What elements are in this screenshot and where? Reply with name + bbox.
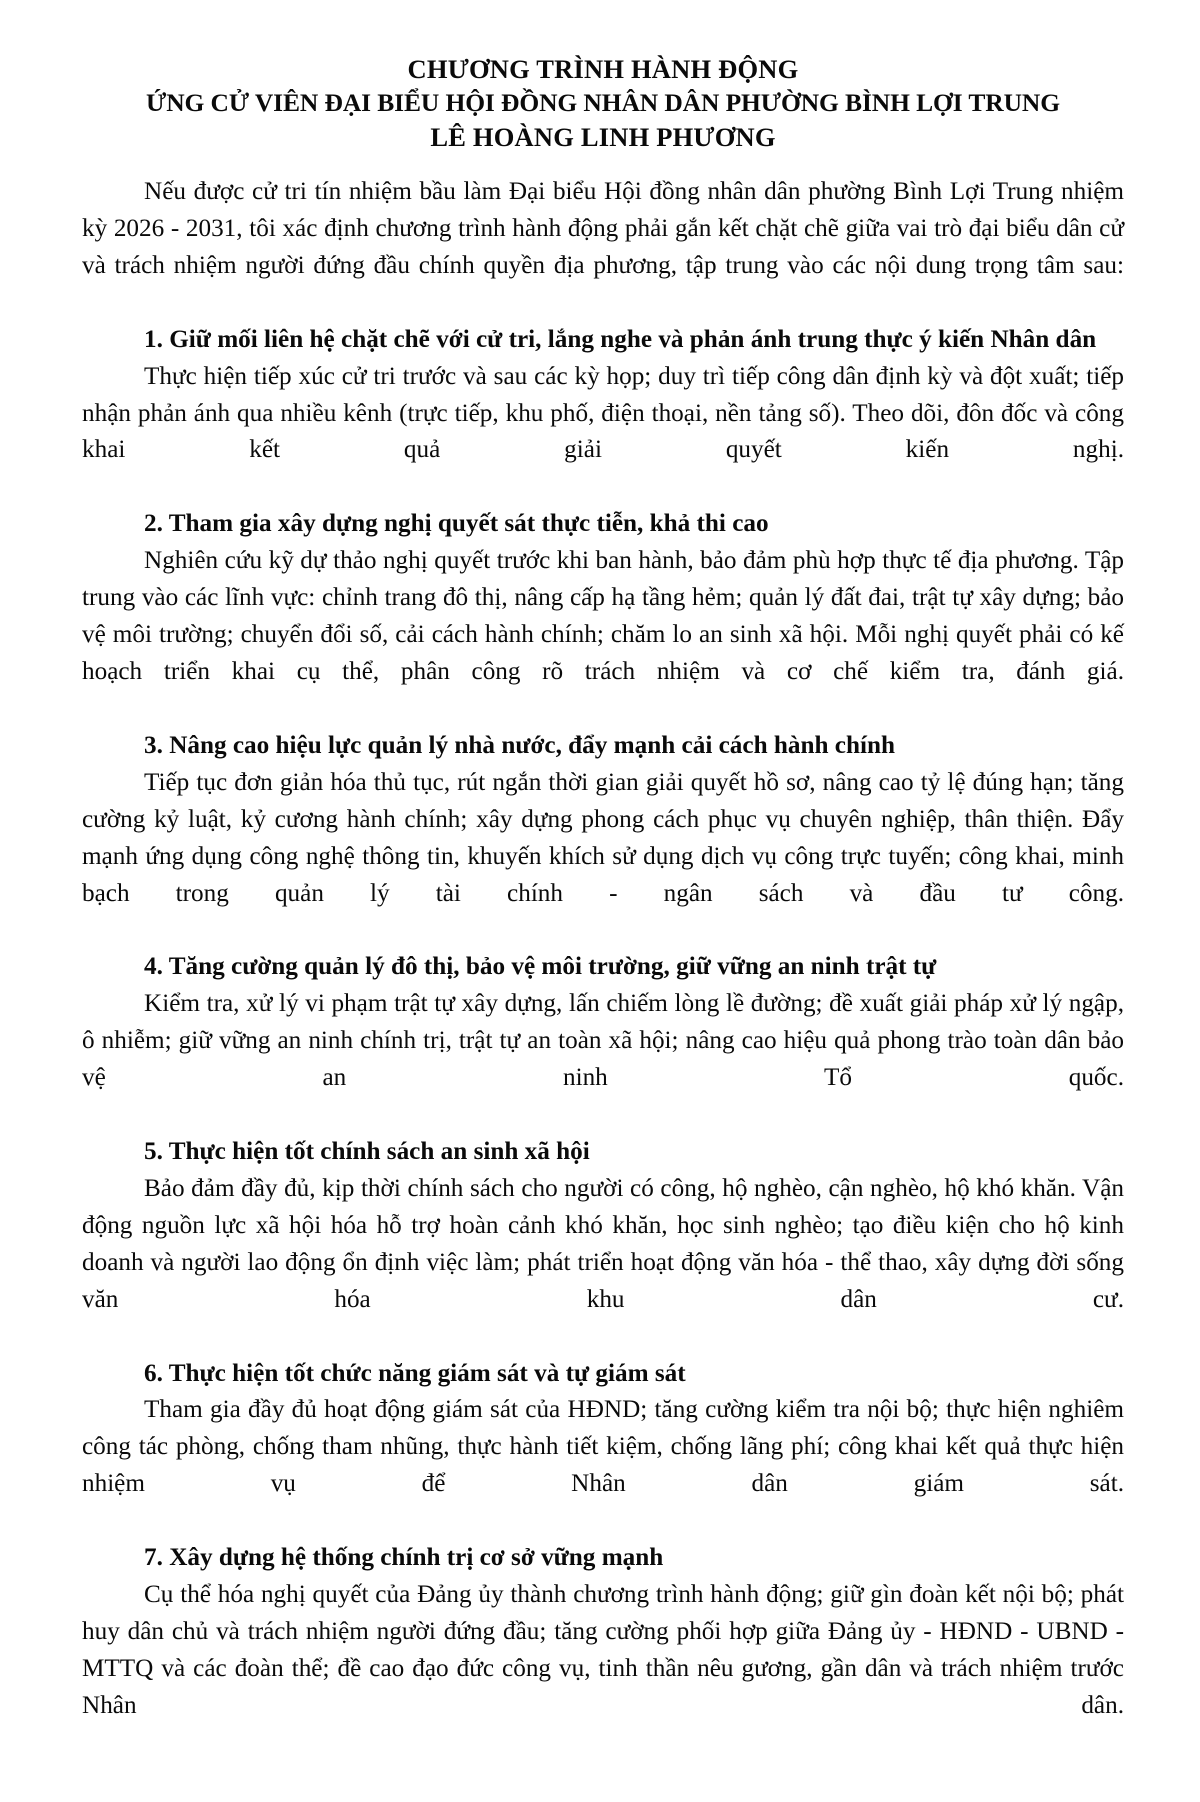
section-heading-2: 2. Tham gia xây dựng nghị quyết sát thực tiễn, khả thi cao [144,510,769,538]
document-title-block [82,52,1124,154]
section-body-6: Tham gia đầy đủ hoạt động giám sát của HĐND; tăng cường kiểm tra nội bộ; thực hiện nghiêm công tác phòng, chống tham nhũng, thực hành tiết kiệm, chống lãng phí; công khai kết quả thực hiện nhiệm vụ để Nhân dân giám sát. [82,1396,1124,1498]
title-line-candidate-name: LÊ HOÀNG LINH PHƯƠNG [430,121,776,152]
section-heading-1: 1. Giữ mối liên hệ chặt chẽ với cử tri, lắng nghe và phản ánh trung thực ý kiến Nhân dân [144,325,1097,353]
section-body-4: Kiểm tra, xử lý vi phạm trật tự xây dựng, lấn chiếm lòng lề đường; đề xuất giải pháp xử lý ngập, ô nhiễm; giữ vững an ninh chính trị, trật tự an toàn xã hội; nâng cao hiệu quả phong trào toàn dân bảo vệ an ninh Tổ quốc. [82,990,1124,1092]
section-body-2: Nghiên cứu kỹ dự thảo nghị quyết trước khi ban hành, bảo đảm phù hợp thực tế địa phương. Tập trung vào các lĩnh vực: chỉnh trang đô thị, nâng cấp hạ tầng hẻm; quản lý đất đai, trật tự xây dựng; bảo vệ môi trường; chuyển đổi số, cải cách hành chính; chăm lo an sinh xã hội. Mỗi nghị quyết phải có kế hoạch triển khai cụ thể, phân công rõ trách nhiệm và cơ chế kiểm tra, đánh giá. [82,547,1124,685]
section-heading-3: 3. Nâng cao hiệu lực quản lý nhà nước, đẩy mạnh cải cách hành chính [144,731,895,759]
title-line-program: CHƯƠNG TRÌNH HÀNH ĐỘNG [407,54,799,84]
section-heading-7: 7. Xây dựng hệ thống chính trị cơ sở vững mạnh [144,1544,664,1572]
section-body-1: Thực hiện tiếp xúc cử tri trước và sau các kỳ họp; duy trì tiếp công dân định kỳ và đột xuất; tiếp nhận phản ánh qua nhiều kênh (trực tiếp, khu phố, điện thoại, nền tảng số). Theo dõi, đôn đốc và công khai kết quả giải quyết kiến nghị. [82,362,1124,464]
section-heading-4: 4. Tăng cường quản lý đô thị, bảo vệ môi trường, giữ vững an ninh trật tự [144,953,937,981]
title-line-candidate-role: ỨNG CỬ VIÊN ĐẠI BIỂU HỘI ĐỒNG NHÂN DÂN PHƯỜNG BÌNH LỢI TRUNG [146,88,1060,118]
intro-paragraph: Nếu được cử tri tín nhiệm bầu làm Đại biểu Hội đồng nhân dân phường Bình Lợi Trung nhiệm kỳ 2026 - 2031, tôi xác định chương trình hành động phải gắn kết chặt chẽ giữa vai trò đại biểu dân cử và trách nhiệm người đứng đầu chính quyền địa phương, tập trung vào các nội dung trọng tâm sau: [82,178,1124,279]
page-title [82,52,1124,154]
document-body [82,174,1124,1762]
section-heading-6: 6. Thực hiện tốt chức năng giám sát và tự giám sát [144,1359,686,1387]
section-body-5: Bảo đảm đầy đủ, kịp thời chính sách cho người có công, hộ nghèo, cận nghèo, hộ khó khăn. Vận động nguồn lực xã hội hóa hỗ trợ hoàn cảnh khó khăn, học sinh nghèo; tạo điều kiện cho hộ kinh doanh và người lao động ổn định việc làm; phát triển hoạt động văn hóa - thể thao, xây dựng đời sống văn hóa khu dân cư. [82,1174,1124,1313]
section-body-7: Cụ thể hóa nghị quyết của Đảng ủy thành chương trình hành động; giữ gìn đoàn kết nội bộ; phát huy dân chủ và trách nhiệm người đứng đầu; tăng cường phối hợp giữa Đảng ủy - HĐND - UBND - MTTQ và các đoàn thể; đề cao đạo đức công vụ, tinh thần nêu gương, gần dân và trách nhiệm trước Nhân dân. [82,1581,1124,1719]
section-body-3: Tiếp tục đơn giản hóa thủ tục, rút ngắn thời gian giải quyết hồ sơ, nâng cao tỷ lệ đúng hạn; tăng cường kỷ luật, kỷ cương hành chính; xây dựng phong cách phục vụ chuyên nghiệp, thân thiện. Đẩy mạnh ứng dụng công nghệ thông tin, khuyến khích sử dụng dịch vụ công trực tuyến; công khai, minh bạch trong quản lý tài chính - ngân sách và đầu tư công. [82,768,1124,907]
section-heading-5: 5. Thực hiện tốt chính sách an sinh xã hội [144,1137,590,1165]
